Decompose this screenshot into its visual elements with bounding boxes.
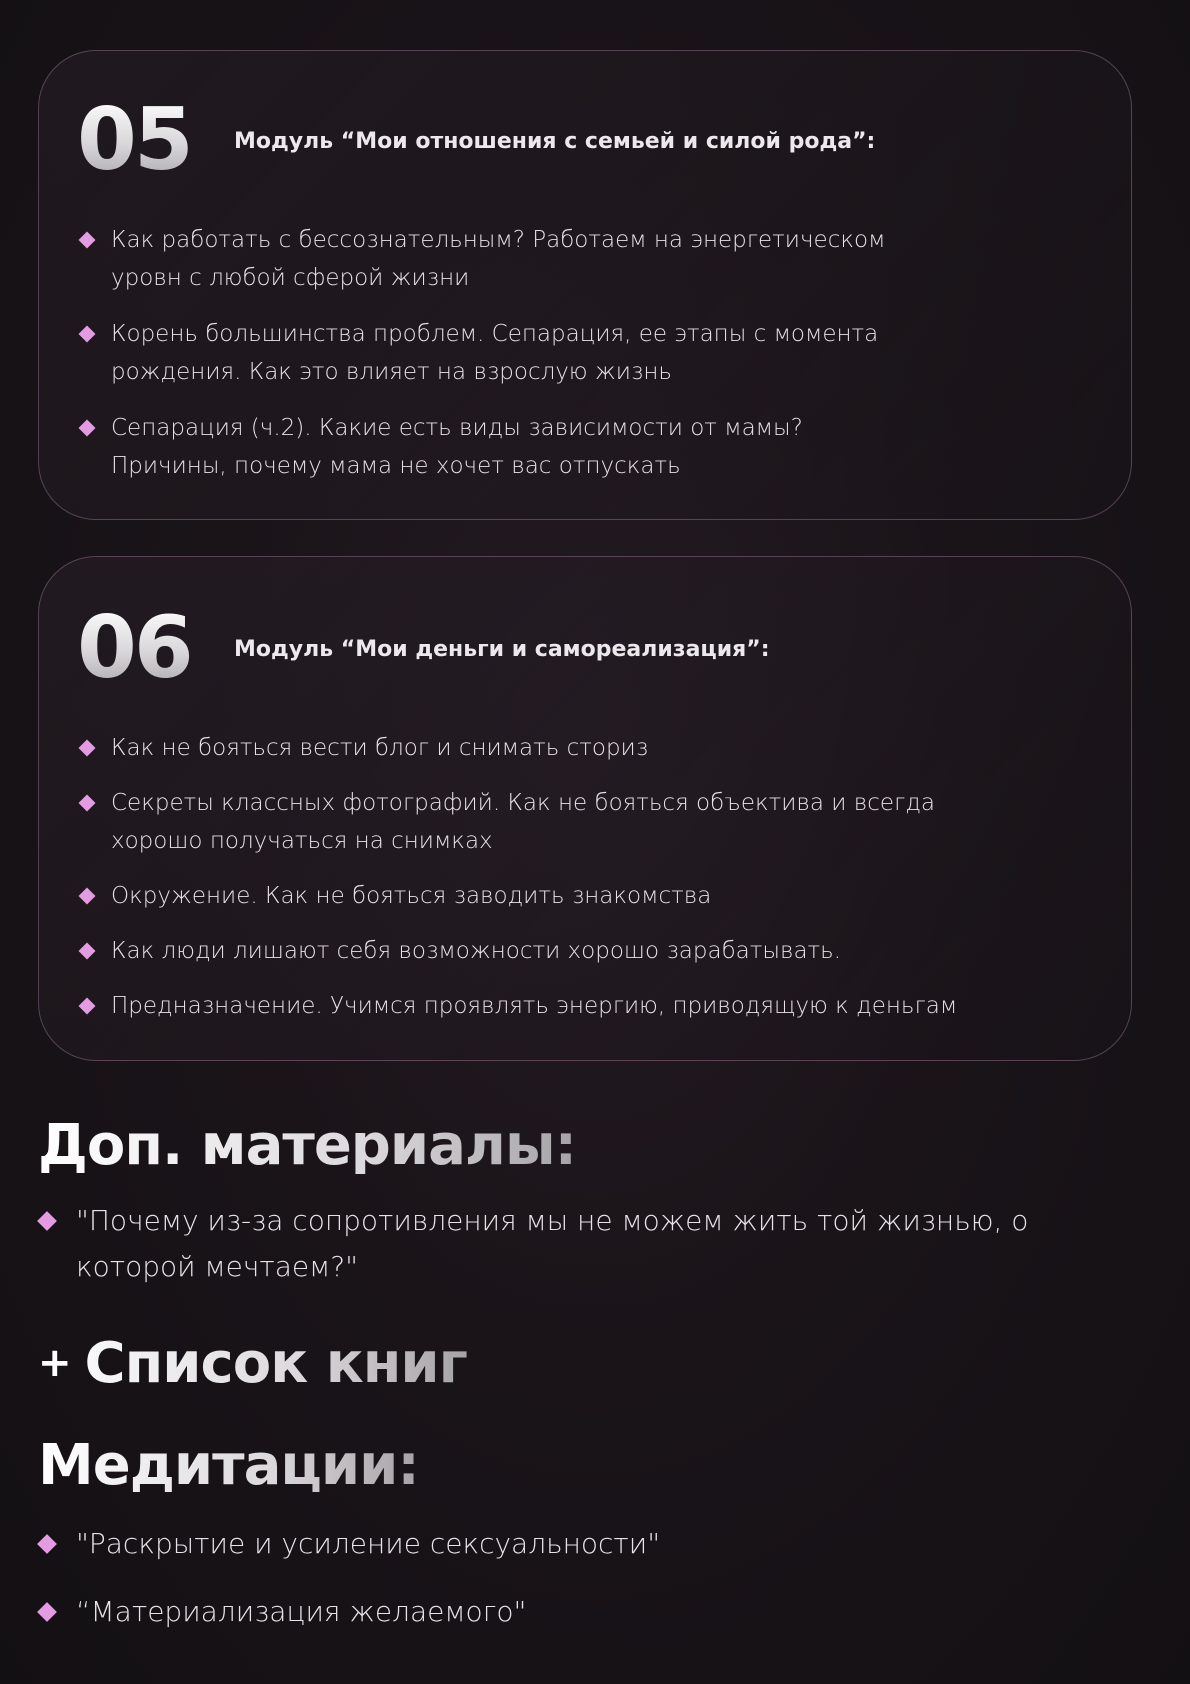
module-title: Модуль “Мои деньги и самореализация”: [234, 637, 770, 662]
diamond-bullet-icon [37, 1602, 57, 1622]
list-item [81, 315, 921, 391]
diamond-bullet-icon [79, 420, 96, 437]
list-item [40, 1521, 1080, 1567]
module-topic-list [81, 221, 1081, 503]
module-topic-list [81, 729, 1081, 1042]
list-item [40, 1198, 1040, 1290]
list-item-text: Как люди лишают себя возможности хорошо зарабатывать. [111, 938, 842, 964]
list-item-text: Предназначение. Учимся проявлять энергию, приводящую к деньгам [111, 993, 958, 1019]
list-item [40, 1589, 1080, 1635]
diamond-bullet-icon [79, 795, 96, 812]
diamond-bullet-icon [79, 740, 96, 757]
module-card-05 [38, 50, 1132, 520]
diamond-bullet-icon [79, 326, 96, 343]
list-item-text: Сепарация (ч.2). Какие есть виды зависимости от мамы? Причины, почему мама не хочет вас отпускать [111, 415, 803, 479]
meditations-list [40, 1521, 1080, 1657]
extras-heading: Доп. материалы: [38, 1113, 576, 1178]
list-item [81, 932, 961, 970]
diamond-bullet-icon [37, 1534, 57, 1554]
module-card-06 [38, 556, 1132, 1061]
list-item [81, 729, 961, 767]
list-item-text: "Раскрытие и усиление сексуальности" [76, 1527, 661, 1560]
list-item [81, 987, 961, 1025]
plus-icon: + [38, 1340, 71, 1386]
list-item-text: Как не бояться вести блог и снимать сториз [111, 735, 649, 761]
diamond-bullet-icon [37, 1211, 57, 1231]
list-item-text: “Материализация желаемого" [76, 1595, 527, 1628]
diamond-bullet-icon [79, 232, 96, 249]
list-item-text: Корень большинства проблем. Сепарация, ее этапы с момента рождения. Как это влияет на взрослую жизнь [111, 321, 879, 385]
meditations-heading: Медитации: [38, 1433, 419, 1498]
books-heading [38, 1331, 467, 1396]
list-item [81, 409, 921, 485]
list-item-text: Окружение. Как не бояться заводить знакомства [111, 883, 712, 909]
list-item-text: "Почему из-за сопротивления мы не можем жить той жизнью, о которой мечтаем?" [76, 1204, 1029, 1283]
module-title: Модуль “Мои отношения с семьей и силой рода”: [234, 129, 876, 154]
diamond-bullet-icon [79, 998, 96, 1015]
diamond-bullet-icon [79, 888, 96, 905]
list-item-text: Как работать с бессознательным? Работаем на энергетическом уровн с любой сферой жизни [111, 227, 886, 291]
list-item [81, 877, 961, 915]
list-item-text: Секреты классных фотографий. Как не бояться объектива и всегда хорошо получаться на снимках [111, 790, 936, 854]
module-number: 06 [77, 598, 191, 698]
extras-list [40, 1198, 1040, 1290]
list-item [81, 221, 921, 297]
list-item [81, 784, 961, 860]
books-heading-text: Список книг [84, 1331, 467, 1396]
module-number: 05 [77, 90, 191, 190]
diamond-bullet-icon [79, 943, 96, 960]
